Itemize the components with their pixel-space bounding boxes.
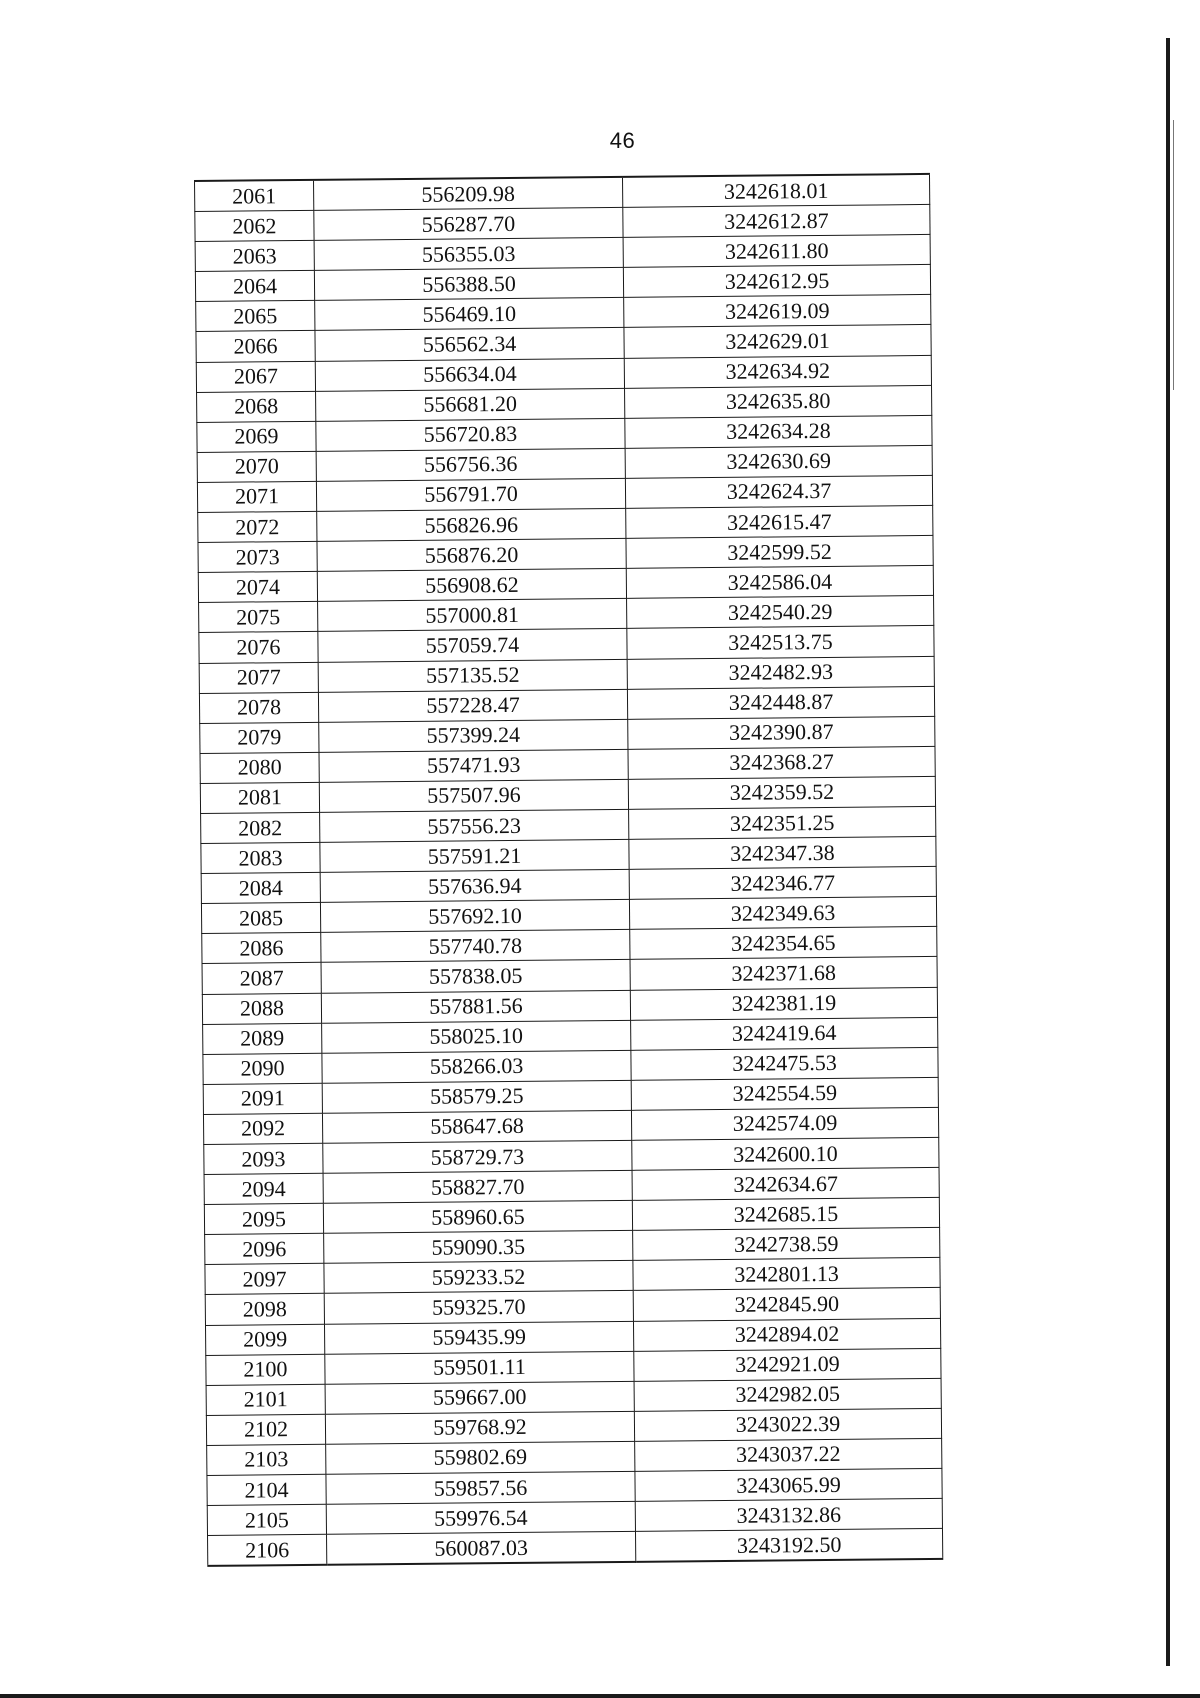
easting-cell: 557692.10 (320, 900, 629, 933)
northing-cell: 3242599.52 (626, 536, 933, 569)
easting-cell: 559667.00 (325, 1381, 634, 1414)
point-id-cell: 2091 (203, 1083, 322, 1114)
scan-edge-line-thin (1173, 120, 1174, 390)
point-id-cell: 2087 (202, 963, 321, 994)
easting-cell: 559233.52 (324, 1261, 633, 1294)
easting-cell: 556720.83 (316, 418, 625, 451)
point-id-cell: 2077 (199, 662, 318, 693)
northing-cell: 3242346.77 (629, 867, 936, 900)
northing-cell: 3243037.22 (635, 1438, 942, 1471)
easting-cell: 557471.93 (319, 749, 628, 782)
easting-cell: 559768.92 (325, 1411, 634, 1444)
easting-cell: 558827.70 (323, 1170, 632, 1203)
easting-cell: 556355.03 (314, 238, 623, 271)
point-id-cell: 2099 (205, 1324, 324, 1355)
northing-cell: 3242894.02 (633, 1318, 940, 1351)
northing-cell: 3242368.27 (628, 746, 935, 779)
northing-cell: 3242349.63 (629, 897, 936, 930)
easting-cell: 558025.10 (322, 1020, 631, 1053)
point-id-cell: 2096 (205, 1234, 324, 1265)
northing-cell: 3242475.53 (631, 1047, 938, 1080)
easting-cell: 556826.96 (317, 508, 626, 541)
coordinates-table (194, 173, 943, 1567)
point-id-cell: 2070 (197, 451, 316, 482)
easting-cell: 556791.70 (316, 478, 625, 511)
easting-cell: 556756.36 (316, 448, 625, 481)
point-id-cell: 2066 (196, 331, 315, 362)
easting-cell: 560087.03 (327, 1532, 636, 1566)
easting-cell: 556908.62 (317, 569, 626, 602)
northing-cell: 3242635.80 (625, 385, 932, 418)
northing-cell: 3242482.93 (627, 656, 934, 689)
easting-cell: 557838.05 (321, 960, 630, 993)
point-id-cell: 2069 (197, 421, 316, 452)
northing-cell: 3242630.69 (625, 445, 932, 478)
page-number: 46 (609, 128, 636, 153)
easting-cell: 557507.96 (319, 779, 628, 812)
northing-cell: 3243022.39 (634, 1408, 941, 1441)
easting-cell: 557059.74 (318, 629, 627, 662)
point-id-cell: 2084 (201, 872, 320, 903)
northing-cell: 3243132.86 (635, 1499, 942, 1532)
northing-cell: 3242615.47 (626, 505, 933, 538)
northing-cell: 3242381.19 (630, 987, 937, 1020)
easting-cell: 557135.52 (318, 659, 627, 692)
northing-cell: 3242419.64 (631, 1017, 938, 1050)
point-id-cell: 2075 (199, 602, 318, 633)
easting-cell: 557636.94 (320, 870, 629, 903)
northing-cell: 3242351.25 (629, 806, 936, 839)
table-row (208, 1529, 943, 1567)
northing-cell: 3242612.95 (623, 265, 930, 298)
point-id-cell: 2088 (202, 993, 321, 1024)
point-id-cell: 2078 (199, 692, 318, 723)
easting-cell: 556681.20 (316, 388, 625, 421)
point-id-cell: 2074 (198, 572, 317, 603)
northing-cell: 3242619.09 (624, 295, 931, 328)
point-id-cell: 2104 (207, 1474, 326, 1505)
northing-cell: 3242354.65 (630, 927, 937, 960)
point-id-cell: 2082 (201, 812, 320, 843)
point-id-cell: 2063 (195, 241, 314, 272)
point-id-cell: 2062 (195, 210, 314, 241)
easting-cell: 556562.34 (315, 328, 624, 361)
point-id-cell: 2079 (200, 722, 319, 753)
point-id-cell: 2083 (201, 842, 320, 873)
easting-cell: 556469.10 (315, 298, 624, 331)
northing-cell: 3242600.10 (632, 1137, 939, 1170)
easting-cell: 559802.69 (326, 1441, 635, 1474)
northing-cell: 3242801.13 (633, 1258, 940, 1291)
easting-cell: 559090.35 (324, 1231, 633, 1264)
northing-cell: 3242629.01 (624, 325, 931, 358)
point-id-cell: 2105 (207, 1504, 326, 1535)
northing-cell: 3242540.29 (627, 596, 934, 629)
easting-cell: 558729.73 (323, 1140, 632, 1173)
easting-cell: 559501.11 (325, 1351, 634, 1384)
point-id-cell: 2095 (204, 1203, 323, 1234)
northing-cell: 3242574.09 (631, 1107, 938, 1140)
easting-cell: 557000.81 (318, 599, 627, 632)
point-id-cell: 2065 (196, 301, 315, 332)
point-id-cell: 2072 (198, 511, 317, 542)
point-id-cell: 2090 (203, 1053, 322, 1084)
northing-cell: 3242371.68 (630, 957, 937, 990)
northing-cell: 3242612.87 (623, 205, 930, 238)
northing-cell: 3242634.92 (624, 355, 931, 388)
northing-cell: 3242982.05 (634, 1378, 941, 1411)
easting-cell: 556287.70 (314, 207, 623, 240)
point-id-cell: 2071 (197, 481, 316, 512)
easting-cell: 557556.23 (320, 809, 629, 842)
easting-cell: 556634.04 (315, 358, 624, 391)
easting-cell: 556209.98 (314, 177, 623, 211)
point-id-cell: 2093 (204, 1143, 323, 1174)
scan-edge-line (1166, 38, 1170, 1666)
easting-cell: 557881.56 (321, 990, 630, 1023)
northing-cell: 3242624.37 (625, 475, 932, 508)
easting-cell: 558960.65 (323, 1201, 632, 1234)
easting-cell: 558266.03 (322, 1050, 631, 1083)
point-id-cell: 2101 (206, 1384, 325, 1415)
coordinates-table-container (194, 173, 943, 1567)
northing-cell: 3242921.09 (634, 1348, 941, 1381)
northing-cell: 3242390.87 (628, 716, 935, 749)
easting-cell: 559435.99 (324, 1321, 633, 1354)
northing-cell: 3242845.90 (633, 1288, 940, 1321)
point-id-cell: 2100 (206, 1354, 325, 1385)
easting-cell: 557228.47 (318, 689, 627, 722)
point-id-cell: 2081 (200, 782, 319, 813)
easting-cell: 557591.21 (320, 839, 629, 872)
point-id-cell: 2094 (204, 1173, 323, 1204)
point-id-cell: 2085 (201, 903, 320, 934)
easting-cell: 559976.54 (326, 1501, 635, 1534)
easting-cell: 558579.25 (322, 1080, 631, 1113)
northing-cell: 3242448.87 (627, 686, 934, 719)
coordinates-table-body (195, 174, 943, 1566)
easting-cell: 556876.20 (317, 538, 626, 571)
point-id-cell: 2092 (203, 1113, 322, 1144)
northing-cell: 3242634.67 (632, 1167, 939, 1200)
point-id-cell: 2064 (195, 271, 314, 302)
northing-cell: 3242347.38 (629, 836, 936, 869)
point-id-cell: 2073 (198, 541, 317, 572)
point-id-cell: 2097 (205, 1264, 324, 1295)
point-id-cell: 2067 (196, 361, 315, 392)
northing-cell: 3242618.01 (622, 174, 929, 208)
northing-cell: 3242685.15 (632, 1198, 939, 1231)
easting-cell: 556388.50 (314, 268, 623, 301)
northing-cell: 3242738.59 (633, 1228, 940, 1261)
point-id-cell: 2086 (202, 933, 321, 964)
point-id-cell: 2089 (203, 1023, 322, 1054)
northing-cell: 3242554.59 (631, 1077, 938, 1110)
northing-cell: 3243065.99 (635, 1468, 942, 1501)
easting-cell: 559857.56 (326, 1471, 635, 1504)
point-id-cell: 2098 (205, 1294, 324, 1325)
northing-cell: 3242611.80 (623, 235, 930, 268)
scan-bottom-edge (0, 1694, 1200, 1698)
easting-cell: 557740.78 (321, 930, 630, 963)
northing-cell: 3242513.75 (627, 626, 934, 659)
point-id-cell: 2068 (197, 391, 316, 422)
northing-cell: 3243192.50 (635, 1529, 942, 1563)
point-id-cell: 2102 (206, 1414, 325, 1445)
easting-cell: 559325.70 (324, 1291, 633, 1324)
northing-cell: 3242586.04 (626, 566, 933, 599)
easting-cell: 557399.24 (319, 719, 628, 752)
point-id-cell: 2103 (207, 1444, 326, 1475)
northing-cell: 3242359.52 (628, 776, 935, 809)
point-id-cell: 2061 (195, 180, 314, 212)
point-id-cell: 2106 (208, 1535, 327, 1567)
point-id-cell: 2076 (199, 632, 318, 663)
point-id-cell: 2080 (200, 752, 319, 783)
easting-cell: 558647.68 (322, 1110, 631, 1143)
northing-cell: 3242634.28 (625, 415, 932, 448)
